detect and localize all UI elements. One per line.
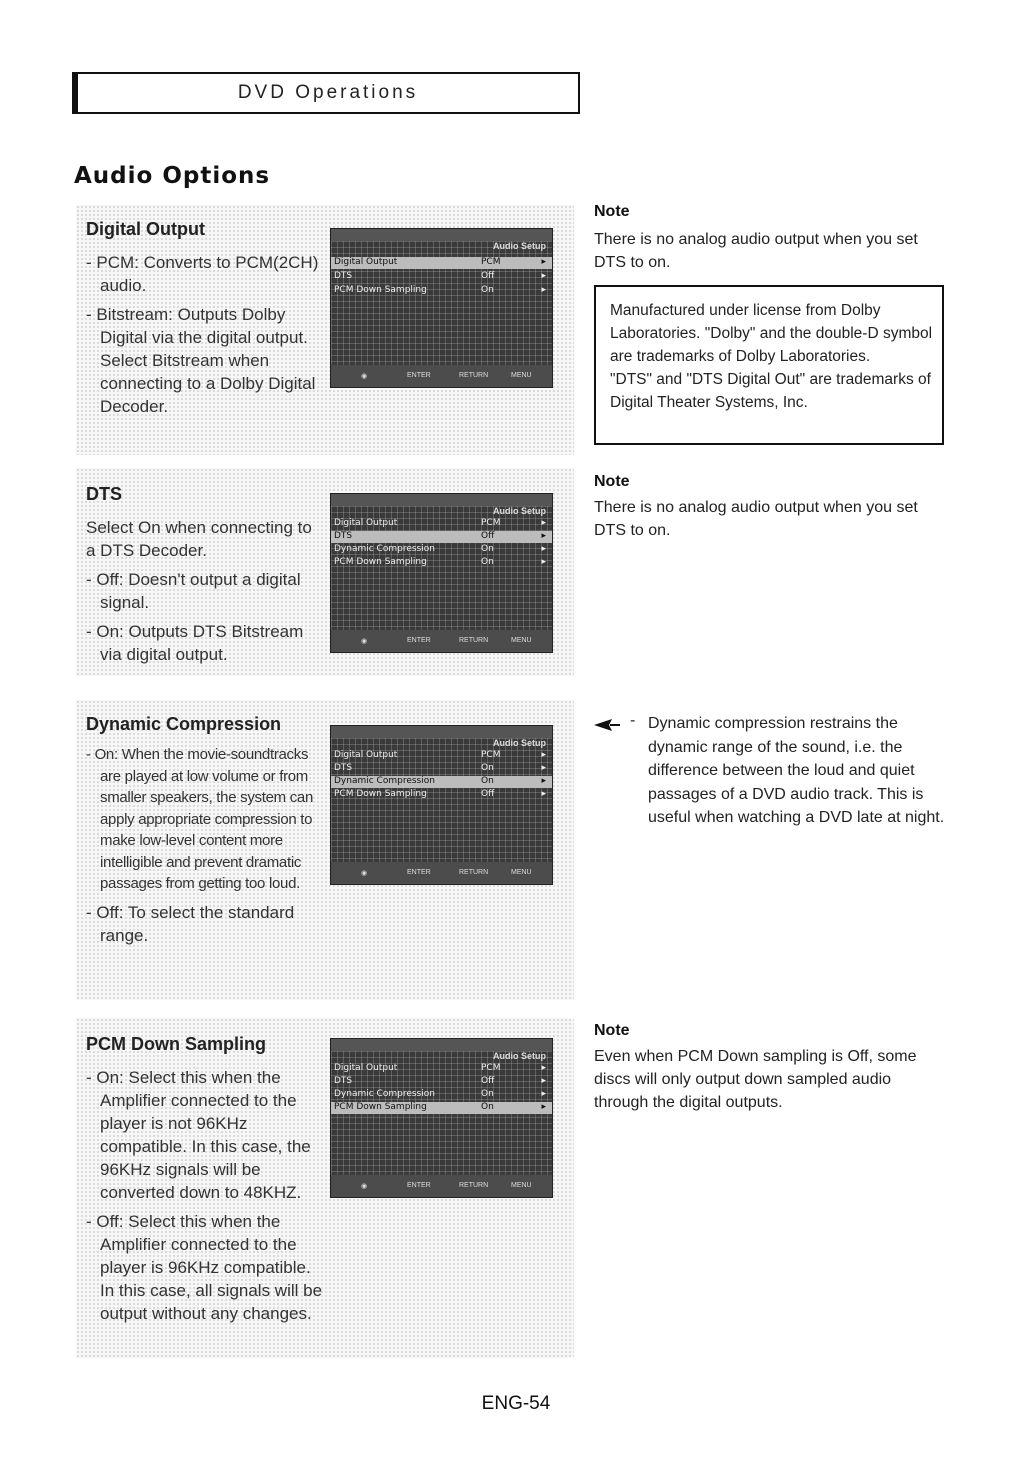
arrow-right-icon: ▸	[541, 1063, 546, 1073]
osd-row: PCM Down Sampling On ▸	[334, 557, 546, 567]
osd-row: PCM Down Sampling On ▸	[334, 285, 546, 295]
note-title: Note	[594, 1022, 630, 1039]
section-title: Digital Output	[86, 219, 205, 239]
dvd-icon: ◉	[361, 638, 368, 645]
osd-row: Digital Output PCM ▸	[334, 750, 546, 760]
paragraph: - Off: Select this when the Amplifier connected to the player is 96KHz compatible. In this case, all signals will be output without any changes.	[86, 1212, 323, 1323]
osd-footer: ◉ ENTER RETURN MENU	[331, 1175, 552, 1197]
section-body	[86, 516, 326, 672]
arrow-right-icon: ▸	[541, 1089, 546, 1099]
header-label: DVD Operations	[237, 82, 419, 103]
arrow-right-icon: ▸	[541, 776, 546, 786]
paragraph: - Bitstream: Outputs Dolby Digital via the digital output. Select Bitstream when connecting to a Dolby Digital Decoder.	[86, 305, 316, 416]
arrow-right-icon: ▸	[541, 518, 546, 528]
osd-row: DTS On ▸	[334, 763, 546, 773]
osd-row: Digital Output PCM ▸	[334, 1063, 546, 1073]
note-title: Note	[594, 203, 630, 220]
dvd-icon: ◉	[361, 1183, 368, 1190]
pointer-icon	[594, 718, 620, 732]
section-body	[86, 744, 326, 953]
osd-screen-dynamic-compression	[330, 725, 553, 885]
osd-row: Dynamic Compression On ▸	[334, 1089, 546, 1099]
osd-row: DTS Off ▸	[334, 271, 546, 281]
dvd-icon: ◉	[361, 373, 368, 380]
arrow-right-icon: ▸	[541, 750, 546, 760]
note-title: Note	[594, 473, 630, 490]
arrow-right-icon: ▸	[541, 557, 546, 567]
note-dash: -	[630, 712, 636, 729]
osd-row: DTS Off ▸	[331, 531, 552, 543]
paragraph: - Off: Doesn't output a digital signal.	[86, 570, 301, 612]
trademark-box	[594, 285, 944, 445]
osd-row: Digital Output PCM ▸	[334, 518, 546, 528]
arrow-right-icon: ▸	[541, 789, 546, 799]
osd-screen-pcm-down-sampling	[330, 1038, 553, 1198]
paragraph: Select On when connecting to a DTS Decoder.	[86, 518, 312, 560]
note-text: Even when PCM Down sampling is Off, some discs will only output down sampled audio through the digital outputs.	[594, 1048, 917, 1111]
arrow-right-icon: ▸	[541, 1076, 546, 1086]
arrow-right-icon: ▸	[541, 763, 546, 773]
section-title: PCM Down Sampling	[86, 1034, 266, 1054]
note-text: Dynamic compression restrains the dynamic range of the sound, i.e. the difference between the loud and quiet passages of a DVD audio track. This is useful when watching a DVD late at night.	[648, 715, 945, 826]
arrow-right-icon: ▸	[541, 531, 546, 541]
osd-footer: ◉ ENTER RETURN MENU	[331, 862, 552, 884]
note-text: There is no analog audio output when you set DTS to on.	[594, 499, 918, 539]
section-body	[86, 251, 326, 424]
osd-footer: ◉ ENTER RETURN MENU	[331, 365, 552, 387]
dvd-icon: ◉	[361, 870, 368, 877]
section-title: DTS	[86, 484, 122, 504]
paragraph: - On: When the movie-soundtracks are played at low volume or from smaller speakers, the system can apply appropriate compression to make low-level content more intelligible and prevent dramatic passages from getting too loud.	[86, 746, 313, 892]
osd-row: Dynamic Compression On ▸	[331, 776, 552, 788]
osd-row: Digital Output PCM ▸	[331, 257, 552, 269]
osd-heading: Audio Setup	[493, 738, 546, 748]
page-title: Audio Options	[74, 163, 271, 189]
osd-heading: Audio Setup	[493, 506, 546, 516]
trademark-text: Manufactured under license from Dolby Laboratories. "Dolby" and the double-D symbol are trademarks of Dolby Laboratories. "DTS" and "DTS Digital Out" are trademarks of Digital Theater Systems, Inc.	[610, 302, 933, 411]
osd-screen-digital-output	[330, 228, 553, 388]
page-number: ENG-54	[481, 1393, 551, 1414]
paragraph: - On: Select this when the Amplifier connected to the player is not 96KHz compatible. In this case, the 96KHz signals will be converted down to 48KHZ.	[86, 1068, 311, 1202]
osd-screen-dts	[330, 493, 553, 653]
osd-footer: ◉ ENTER RETURN MENU	[331, 630, 552, 652]
arrow-right-icon: ▸	[541, 544, 546, 554]
osd-heading: Audio Setup	[493, 241, 546, 251]
osd-row: PCM Down Sampling On ▸	[331, 1102, 552, 1114]
arrow-right-icon: ▸	[541, 257, 546, 267]
section-header	[72, 72, 580, 114]
osd-row: PCM Down Sampling Off ▸	[334, 789, 546, 799]
paragraph: - PCM: Converts to PCM(2CH) audio.	[86, 253, 319, 295]
arrow-right-icon: ▸	[541, 271, 546, 281]
paragraph: - On: Outputs DTS Bitstream via digital output.	[86, 622, 304, 664]
osd-row: DTS Off ▸	[334, 1076, 546, 1086]
osd-heading: Audio Setup	[493, 1051, 546, 1061]
note-text: There is no analog audio output when you set DTS to on.	[594, 231, 918, 271]
section-title: Dynamic Compression	[86, 714, 282, 734]
arrow-right-icon: ▸	[541, 1102, 546, 1112]
section-body	[86, 1066, 326, 1331]
osd-row: Dynamic Compression On ▸	[334, 544, 546, 554]
paragraph: - Off: To select the standard range.	[86, 902, 295, 945]
arrow-right-icon: ▸	[541, 285, 546, 295]
